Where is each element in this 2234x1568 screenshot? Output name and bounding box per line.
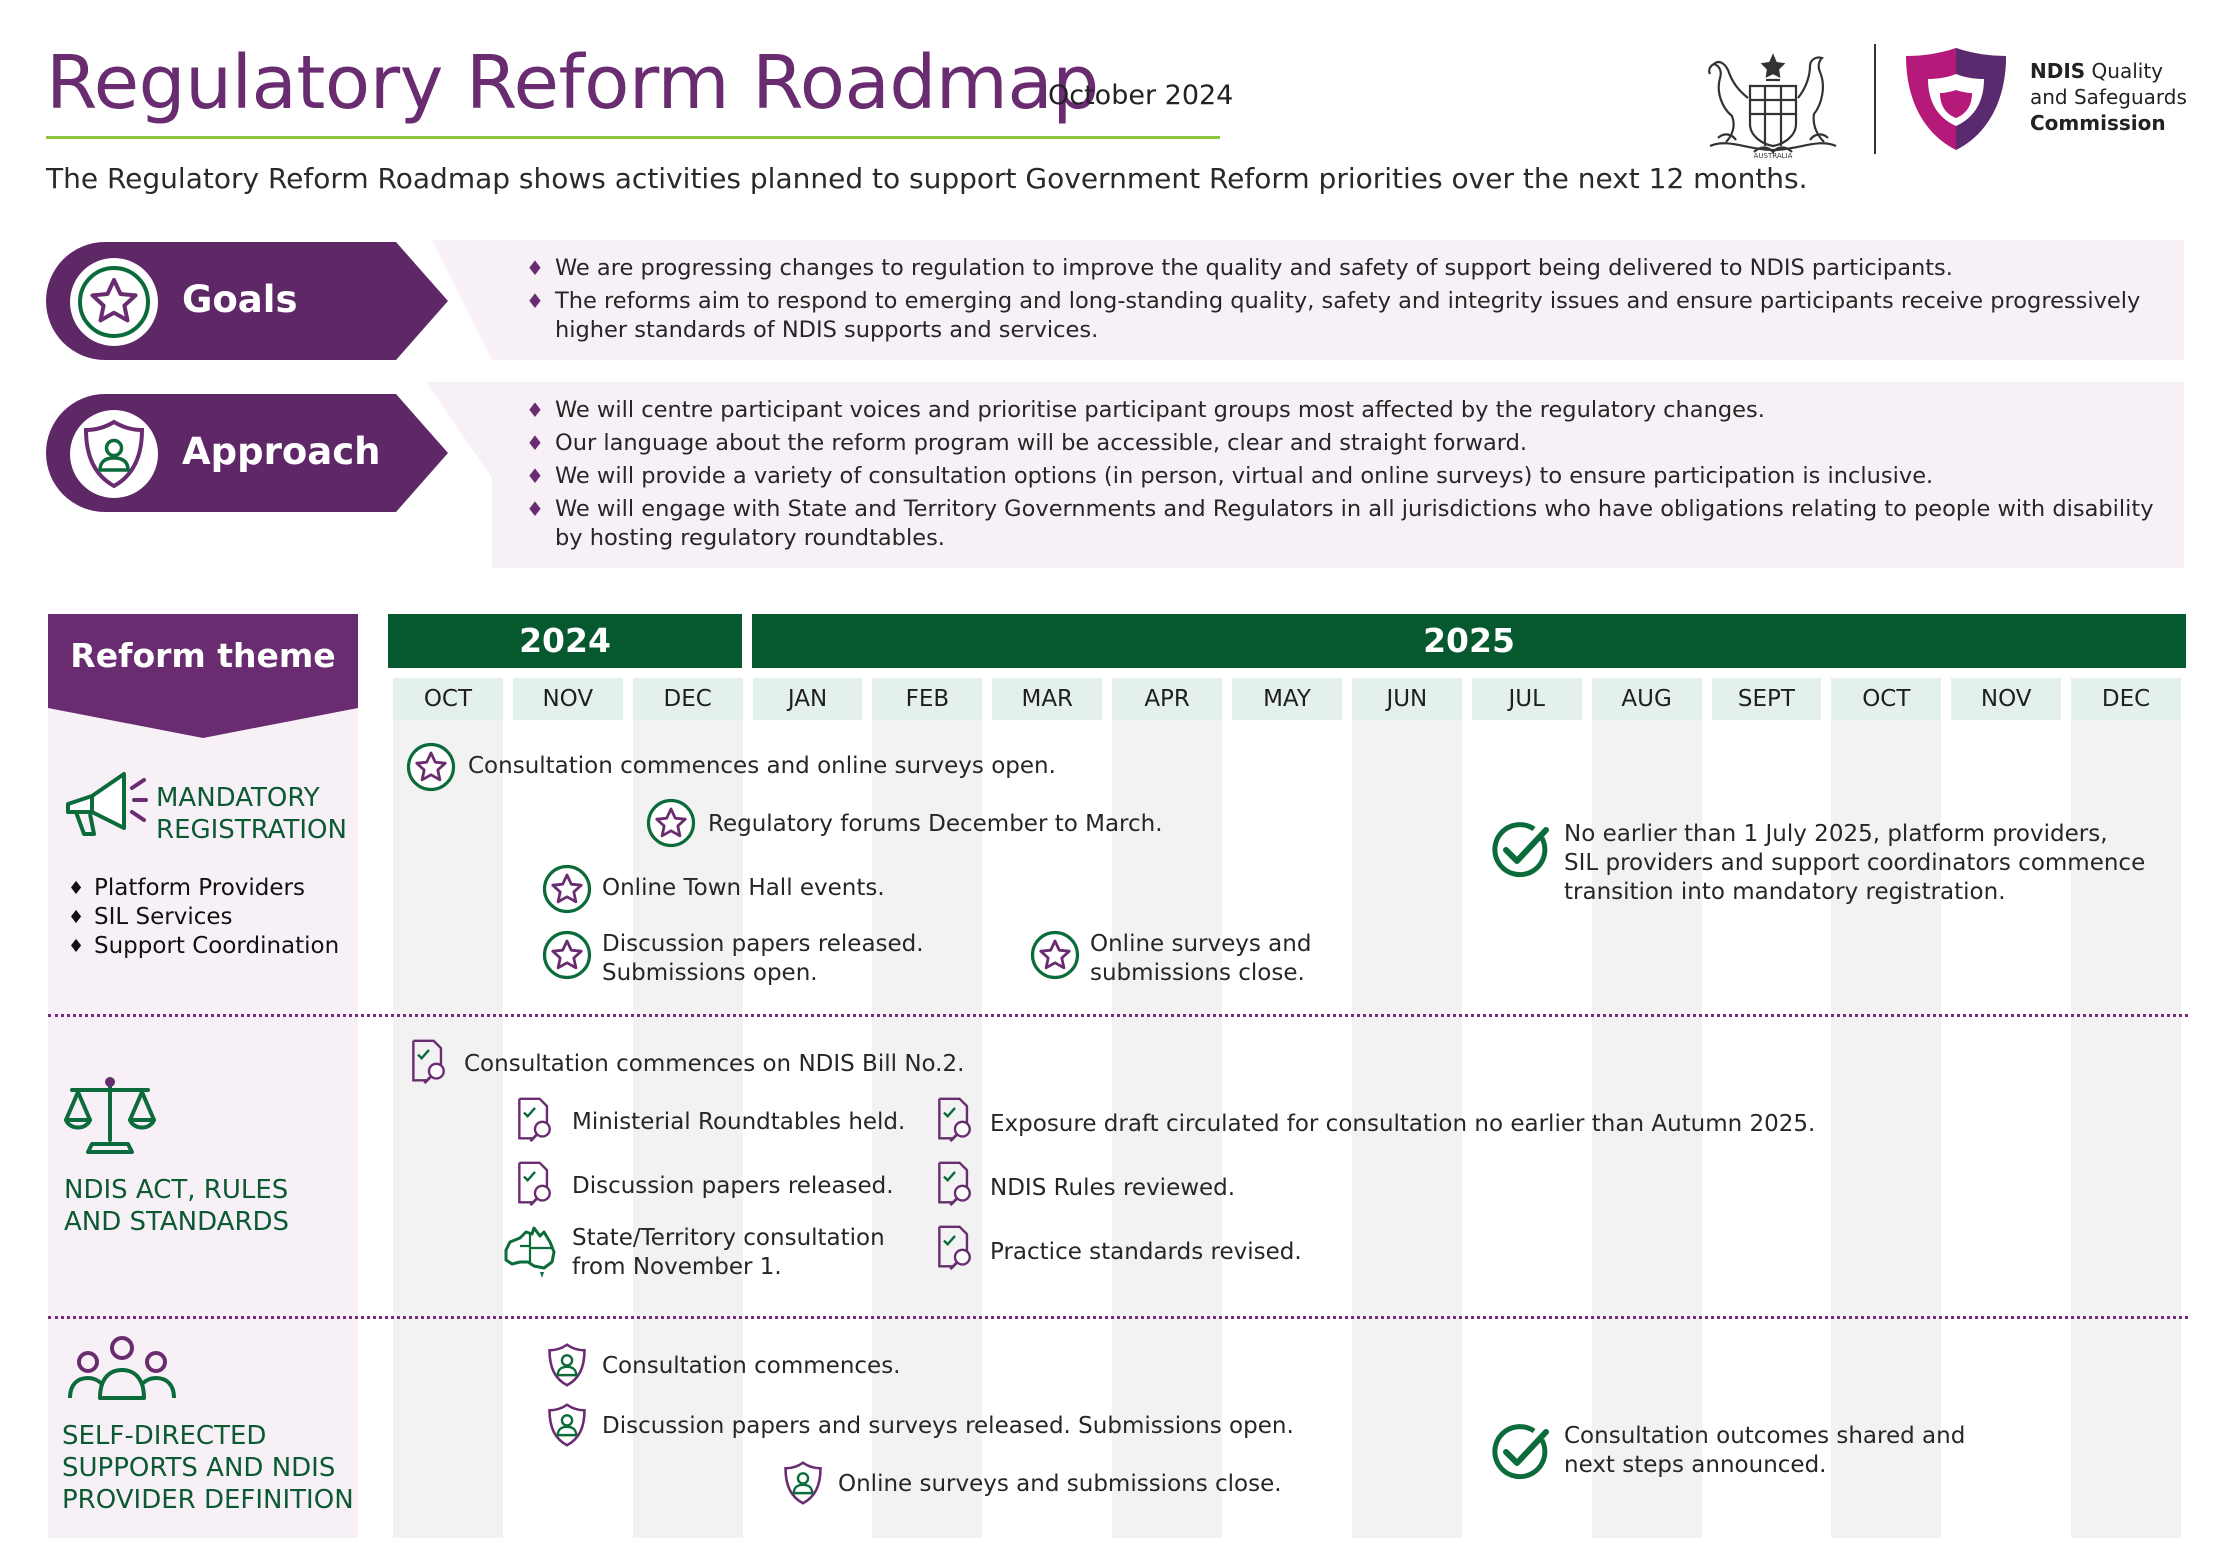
goals-label: Goals — [182, 278, 298, 321]
event-mandatory-surveys-close — [1090, 930, 1311, 988]
row-divider-2 — [48, 1316, 2188, 1319]
theme-mandatory-item: ♦ Platform Providers — [68, 874, 339, 903]
event-act-state-consultation-line1: State/Territory consultation — [572, 1225, 885, 1251]
theme-sds-title — [62, 1420, 354, 1516]
event-act-state-consultation — [572, 1224, 885, 1282]
event-mandatory-consultation: Consultation commences and online surveys open. — [468, 753, 1056, 779]
month-header-cell: DEC — [2071, 678, 2181, 720]
event-sds-outcomes — [1564, 1422, 1965, 1480]
approach-bullet-1: ♦ We will centre participant voices and prioritise participant groups most affected by the regulatory changes. — [526, 396, 2166, 425]
event-act-state-consultation-line2: from November 1. — [572, 1254, 782, 1280]
month-header-cell: APR — [1112, 678, 1222, 720]
person-shield-icon — [780, 1460, 826, 1506]
star-badge-icon — [542, 930, 592, 980]
event-act-exposure-draft: Exposure draft circulated for consultation no earlier than Autumn 2025. — [990, 1111, 1816, 1137]
theme-sds-title-line1: SELF-DIRECTED — [62, 1421, 267, 1451]
people-group-icon — [66, 1334, 178, 1404]
publication-date: October 2024 — [1048, 80, 1234, 111]
theme-act-title-line1: NDIS ACT, RULES — [64, 1175, 289, 1205]
theme-act-title — [64, 1174, 289, 1238]
event-act-roundtables: Ministerial Roundtables held. — [572, 1109, 906, 1135]
event-act-practice-standards: Practice standards revised. — [990, 1239, 1302, 1265]
theme-sds-title-line3: PROVIDER DEFINITION — [62, 1485, 354, 1515]
event-mandatory-papers-line1: Discussion papers released. — [602, 931, 924, 957]
month-header-cell: MAR — [992, 678, 1102, 720]
document-search-icon — [932, 1160, 978, 1206]
person-shield-icon — [544, 1402, 590, 1448]
australia-map-icon — [500, 1222, 560, 1282]
logo-divider — [1874, 44, 1876, 154]
event-sds-outcomes-line2: next steps announced. — [1564, 1452, 1827, 1478]
month-header-cell: JUN — [1352, 678, 1462, 720]
month-header-cell: MAY — [1232, 678, 1342, 720]
ndis-commission-shield-logo — [1902, 44, 2010, 154]
person-shield-icon — [544, 1342, 590, 1388]
theme-mandatory-title-line2: REGISTRATION — [156, 815, 347, 845]
theme-mandatory-title-line1: MANDATORY — [156, 783, 320, 813]
row-divider-1 — [48, 1014, 2188, 1017]
approach-bullet-2: ♦ Our language about the reform program will be accessible, clear and straight forward. — [526, 429, 2166, 458]
star-badge-icon — [542, 864, 592, 914]
event-mandatory-transition — [1564, 820, 2145, 907]
month-header-cell: NOV — [1951, 678, 2061, 720]
intro-text: The Regulatory Reform Roadmap shows activities planned to support Government Reform priorities over the next 12 months. — [46, 162, 1808, 195]
coat-of-arms-logo — [1698, 42, 1848, 160]
theme-mandatory-title — [156, 782, 347, 846]
event-sds-consultation: Consultation commences. — [602, 1353, 901, 1379]
logo-text-line3: Commission — [2030, 111, 2166, 135]
event-mandatory-papers — [602, 930, 924, 988]
theme-mandatory-item: ♦ Support Coordination — [68, 932, 339, 961]
month-column-stripe — [393, 720, 503, 1538]
event-mandatory-surveys-close-line1: Online surveys and — [1090, 931, 1312, 957]
event-act-papers: Discussion papers released. — [572, 1173, 894, 1199]
event-mandatory-papers-line2: Submissions open. — [602, 960, 818, 986]
goals-star-icon — [70, 258, 158, 346]
star-badge-icon — [406, 742, 456, 792]
approach-bullets — [526, 396, 2166, 557]
page-title: Regulatory Reform Roadmap — [46, 40, 1099, 126]
reform-theme-header — [48, 614, 358, 712]
checkmark-icon — [1490, 820, 1552, 880]
logo-text-line1-bold: NDIS — [2030, 59, 2086, 83]
month-header-cell: NOV — [513, 678, 623, 720]
event-act-rules-reviewed: NDIS Rules reviewed. — [990, 1175, 1236, 1201]
year-2024-header: 2024 — [388, 614, 742, 668]
theme-mandatory-item: ♦ SIL Services — [68, 903, 339, 932]
event-mandatory-transition-line2: SIL providers and support coordinators commence — [1564, 850, 2146, 876]
year-2025-header: 2025 — [752, 614, 2186, 668]
document-search-icon — [406, 1038, 452, 1084]
logo-text-line2: and Safeguards — [2030, 85, 2187, 109]
star-badge-icon — [1030, 930, 1080, 980]
month-header-cell: JUL — [1472, 678, 1582, 720]
logo-group — [1698, 42, 2198, 160]
month-header-cell: FEB — [872, 678, 982, 720]
month-header-cell: SEPT — [1712, 678, 1822, 720]
event-mandatory-surveys-close-line2: submissions close. — [1090, 960, 1305, 986]
event-mandatory-forums: Regulatory forums December to March. — [708, 811, 1163, 837]
logo-wordmark — [2030, 58, 2187, 136]
month-header-cell: DEC — [633, 678, 743, 720]
event-act-bill-consultation: Consultation commences on NDIS Bill No.2. — [464, 1051, 965, 1077]
goals-bullets — [526, 254, 2166, 349]
event-sds-surveys-close: Online surveys and submissions close. — [838, 1471, 1282, 1497]
approach-bullet-4: ♦ We will engage with State and Territory Governments and Regulators in all jurisdictions who have obligations relating to people with disability by hosting regulatory roundtables. — [526, 495, 2166, 553]
month-header-cell: JAN — [753, 678, 863, 720]
goals-bullet-2: ♦ The reforms aim to respond to emerging and long-standing quality, safety and integrity issues and ensure participants receive progressively higher standards of NDIS supports and services. — [526, 287, 2166, 345]
approach-bullet-3: ♦ We will provide a variety of consultation options (in person, virtual and online surveys) to ensure participation is inclusive. — [526, 462, 2166, 491]
theme-sds-title-line2: SUPPORTS AND NDIS — [62, 1453, 336, 1483]
month-header-cell: OCT — [1831, 678, 1941, 720]
megaphone-icon — [62, 766, 148, 840]
document-search-icon — [932, 1224, 978, 1270]
goals-pill — [46, 242, 448, 360]
event-mandatory-townhall: Online Town Hall events. — [602, 875, 885, 901]
checkmark-icon — [1490, 1422, 1552, 1482]
document-search-icon — [512, 1160, 558, 1206]
approach-person-shield-icon — [70, 410, 158, 498]
theme-mandatory-list — [68, 874, 339, 961]
goals-bullet-1: ♦ We are progressing changes to regulation to improve the quality and safety of support being delivered to NDIS participants. — [526, 254, 2166, 283]
scales-of-justice-icon — [62, 1074, 158, 1156]
event-mandatory-transition-line1: No earlier than 1 July 2025, platform providers, — [1564, 821, 2108, 847]
document-search-icon — [932, 1096, 978, 1142]
approach-pill — [46, 394, 448, 512]
svg-text:AUSTRALIA: AUSTRALIA — [1753, 152, 1793, 160]
approach-label: Approach — [182, 430, 381, 473]
document-search-icon — [512, 1096, 558, 1142]
event-sds-outcomes-line1: Consultation outcomes shared and — [1564, 1423, 1966, 1449]
star-badge-icon — [646, 798, 696, 848]
month-header-cell: AUG — [1592, 678, 1702, 720]
event-sds-papers-surveys: Discussion papers and surveys released. Submissions open. — [602, 1413, 1294, 1439]
logo-text-line1-rest: Quality — [2085, 59, 2164, 83]
reform-theme-label: Reform theme — [70, 636, 336, 675]
theme-act-title-line2: AND STANDARDS — [64, 1207, 290, 1237]
month-header-cell: OCT — [393, 678, 503, 720]
event-mandatory-transition-line3: transition into mandatory registration. — [1564, 879, 2006, 905]
title-underline — [46, 136, 1220, 139]
